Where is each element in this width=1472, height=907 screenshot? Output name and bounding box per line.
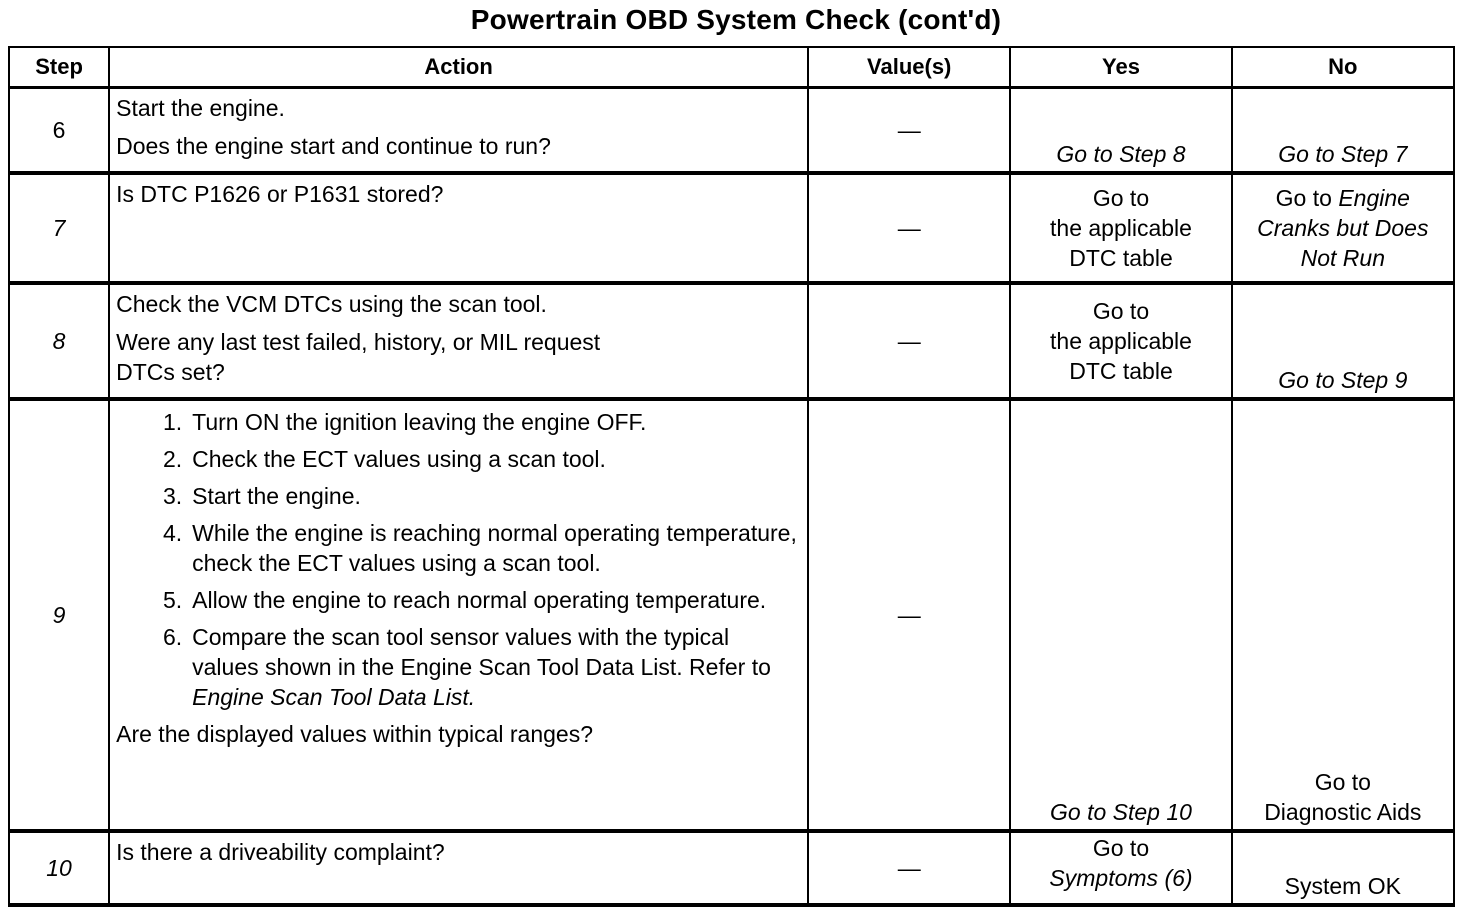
yes-line: DTC table — [1069, 245, 1173, 271]
list-number: 5. — [162, 587, 183, 613]
yes-line: Go to — [1092, 185, 1150, 211]
list-number: 6. — [162, 624, 183, 650]
action-cell — [109, 88, 808, 174]
action-question: Is DTC P1626 or P1631 stored? — [116, 181, 444, 207]
no-link: Go to Step 9 — [1232, 283, 1454, 399]
no-line: Diagnostic Aids — [1264, 799, 1422, 825]
no-prefix: Go to — [1275, 185, 1339, 211]
table-row — [9, 173, 1454, 283]
list-item — [116, 585, 801, 615]
value-cell: — — [808, 399, 1010, 831]
no-link: Go to Step 7 — [1232, 88, 1454, 174]
table-row — [9, 399, 1454, 831]
yes-line: the applicable — [1050, 215, 1192, 241]
list-text-main: Compare the scan tool sensor values with the typical values shown in the Engine Scan Tool Data List. Refer to — [192, 624, 771, 680]
list-item — [116, 622, 801, 712]
no-cell — [1232, 173, 1454, 283]
yes-line: Go to — [1092, 835, 1150, 861]
no-line: Engine — [1338, 185, 1410, 211]
table-row — [9, 831, 1454, 905]
yes-link: Go to Step 8 — [1010, 88, 1231, 174]
no-text: System OK — [1232, 831, 1454, 905]
list-number: 3. — [162, 483, 183, 509]
step-number: 7 — [9, 173, 109, 283]
header-action: Action — [109, 47, 808, 88]
list-number: 2. — [162, 446, 183, 472]
yes-cell — [1010, 283, 1231, 399]
no-line: Not Run — [1300, 245, 1385, 271]
step-number: 10 — [9, 831, 109, 905]
reference-link: Engine Scan Tool Data List. — [192, 684, 476, 710]
list-text: Turn ON the ignition leaving the engine OFF. — [192, 409, 647, 435]
table-row — [9, 283, 1454, 399]
no-line: Cranks but Does — [1257, 215, 1429, 241]
page-title: Powertrain OBD System Check (cont'd) — [470, 4, 1002, 35]
action-question: DTCs set? — [116, 359, 225, 385]
value-cell: — — [808, 173, 1010, 283]
action-question: Does the engine start and continue to run? — [116, 133, 551, 159]
list-number: 4. — [162, 520, 183, 546]
yes-line: the applicable — [1050, 328, 1192, 354]
table-header-row — [9, 47, 1454, 88]
action-question: Is there a driveability complaint? — [116, 839, 445, 865]
action-question: Were any last test failed, history, or MIL request — [116, 329, 601, 355]
list-item — [116, 444, 801, 474]
no-line: Go to — [1314, 769, 1371, 795]
list-text: Check the ECT values using a scan tool. — [192, 446, 606, 472]
header-yes: Yes — [1010, 47, 1231, 88]
action-cell — [109, 283, 808, 399]
step-number: 6 — [9, 88, 109, 174]
header-no: No — [1232, 47, 1454, 88]
yes-line: DTC table — [1069, 358, 1173, 384]
value-cell: — — [808, 831, 1010, 905]
diagnostic-table — [8, 46, 1455, 907]
action-steps-list — [116, 407, 801, 712]
yes-line: Symptoms (6) — [1049, 865, 1193, 891]
list-item — [116, 407, 801, 437]
yes-cell — [1010, 831, 1231, 905]
step-number: 9 — [9, 399, 109, 831]
value-cell: — — [808, 88, 1010, 174]
no-cell — [1232, 399, 1454, 831]
table-row — [9, 88, 1454, 174]
action-cell — [109, 173, 808, 283]
value-cell: — — [808, 283, 1010, 399]
list-number: 1. — [162, 409, 183, 435]
header-value: Value(s) — [808, 47, 1010, 88]
action-cell — [109, 831, 808, 905]
action-text: Check the VCM DTCs using the scan tool. — [116, 291, 547, 317]
list-text: Start the engine. — [192, 483, 361, 509]
list-text: While the engine is reaching normal operating temperature, check the ECT values using a scan tool. — [192, 520, 797, 576]
step-number: 8 — [9, 283, 109, 399]
list-item — [116, 518, 801, 578]
list-item — [116, 481, 801, 511]
yes-link: Go to Step 10 — [1010, 399, 1231, 831]
action-text: Start the engine. — [116, 95, 285, 121]
yes-line: Go to — [1092, 298, 1150, 324]
list-text: Allow the engine to reach normal operating temperature. — [192, 587, 767, 613]
action-question: Are the displayed values within typical ranges? — [116, 721, 594, 747]
action-cell — [109, 399, 808, 831]
list-text — [192, 622, 801, 712]
yes-cell — [1010, 173, 1231, 283]
header-step: Step — [9, 47, 109, 88]
